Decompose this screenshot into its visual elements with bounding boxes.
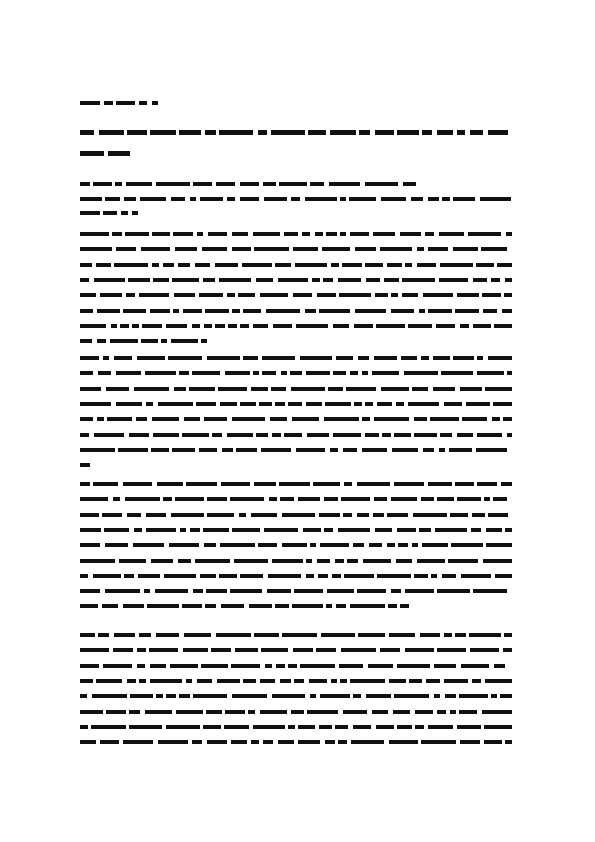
paragraph-line — [80, 309, 512, 313]
paragraph-line — [80, 324, 512, 328]
title-line — [80, 130, 512, 135]
header-line — [80, 101, 158, 105]
paragraph-line — [80, 574, 512, 578]
paragraph-line — [80, 710, 512, 714]
paragraph-line — [80, 528, 512, 532]
paragraph-line — [80, 247, 512, 251]
paragraph-line — [80, 633, 512, 637]
paragraph-line — [80, 433, 512, 437]
author-line — [80, 182, 416, 186]
paragraph-line — [80, 679, 512, 683]
paragraph-line — [80, 417, 512, 421]
paragraph-line — [80, 604, 410, 608]
paragraph-line — [80, 725, 512, 729]
author-line — [80, 211, 138, 215]
paragraph-line — [80, 356, 512, 360]
paragraph-line — [80, 740, 512, 744]
paragraph-line — [80, 232, 512, 236]
paragraph-line — [80, 482, 512, 486]
title-line — [80, 151, 130, 156]
paragraph-line — [80, 463, 90, 467]
paragraph-line — [80, 293, 512, 297]
paragraph-line — [80, 371, 512, 375]
paragraph-line — [80, 278, 512, 282]
paragraph-line — [80, 589, 512, 593]
paragraph-line — [80, 497, 512, 501]
author-line — [80, 197, 512, 201]
paragraph-line — [80, 648, 512, 652]
paragraph-line — [80, 694, 512, 698]
paragraph-line — [80, 664, 512, 668]
paragraph-line — [80, 513, 512, 517]
paragraph-line — [80, 263, 512, 267]
paragraph-line — [80, 559, 512, 563]
paragraph-line — [80, 448, 512, 452]
paragraph-line — [80, 543, 512, 547]
paragraph-line — [80, 387, 512, 391]
paragraph-line — [80, 339, 210, 343]
paragraph-line — [80, 402, 512, 406]
